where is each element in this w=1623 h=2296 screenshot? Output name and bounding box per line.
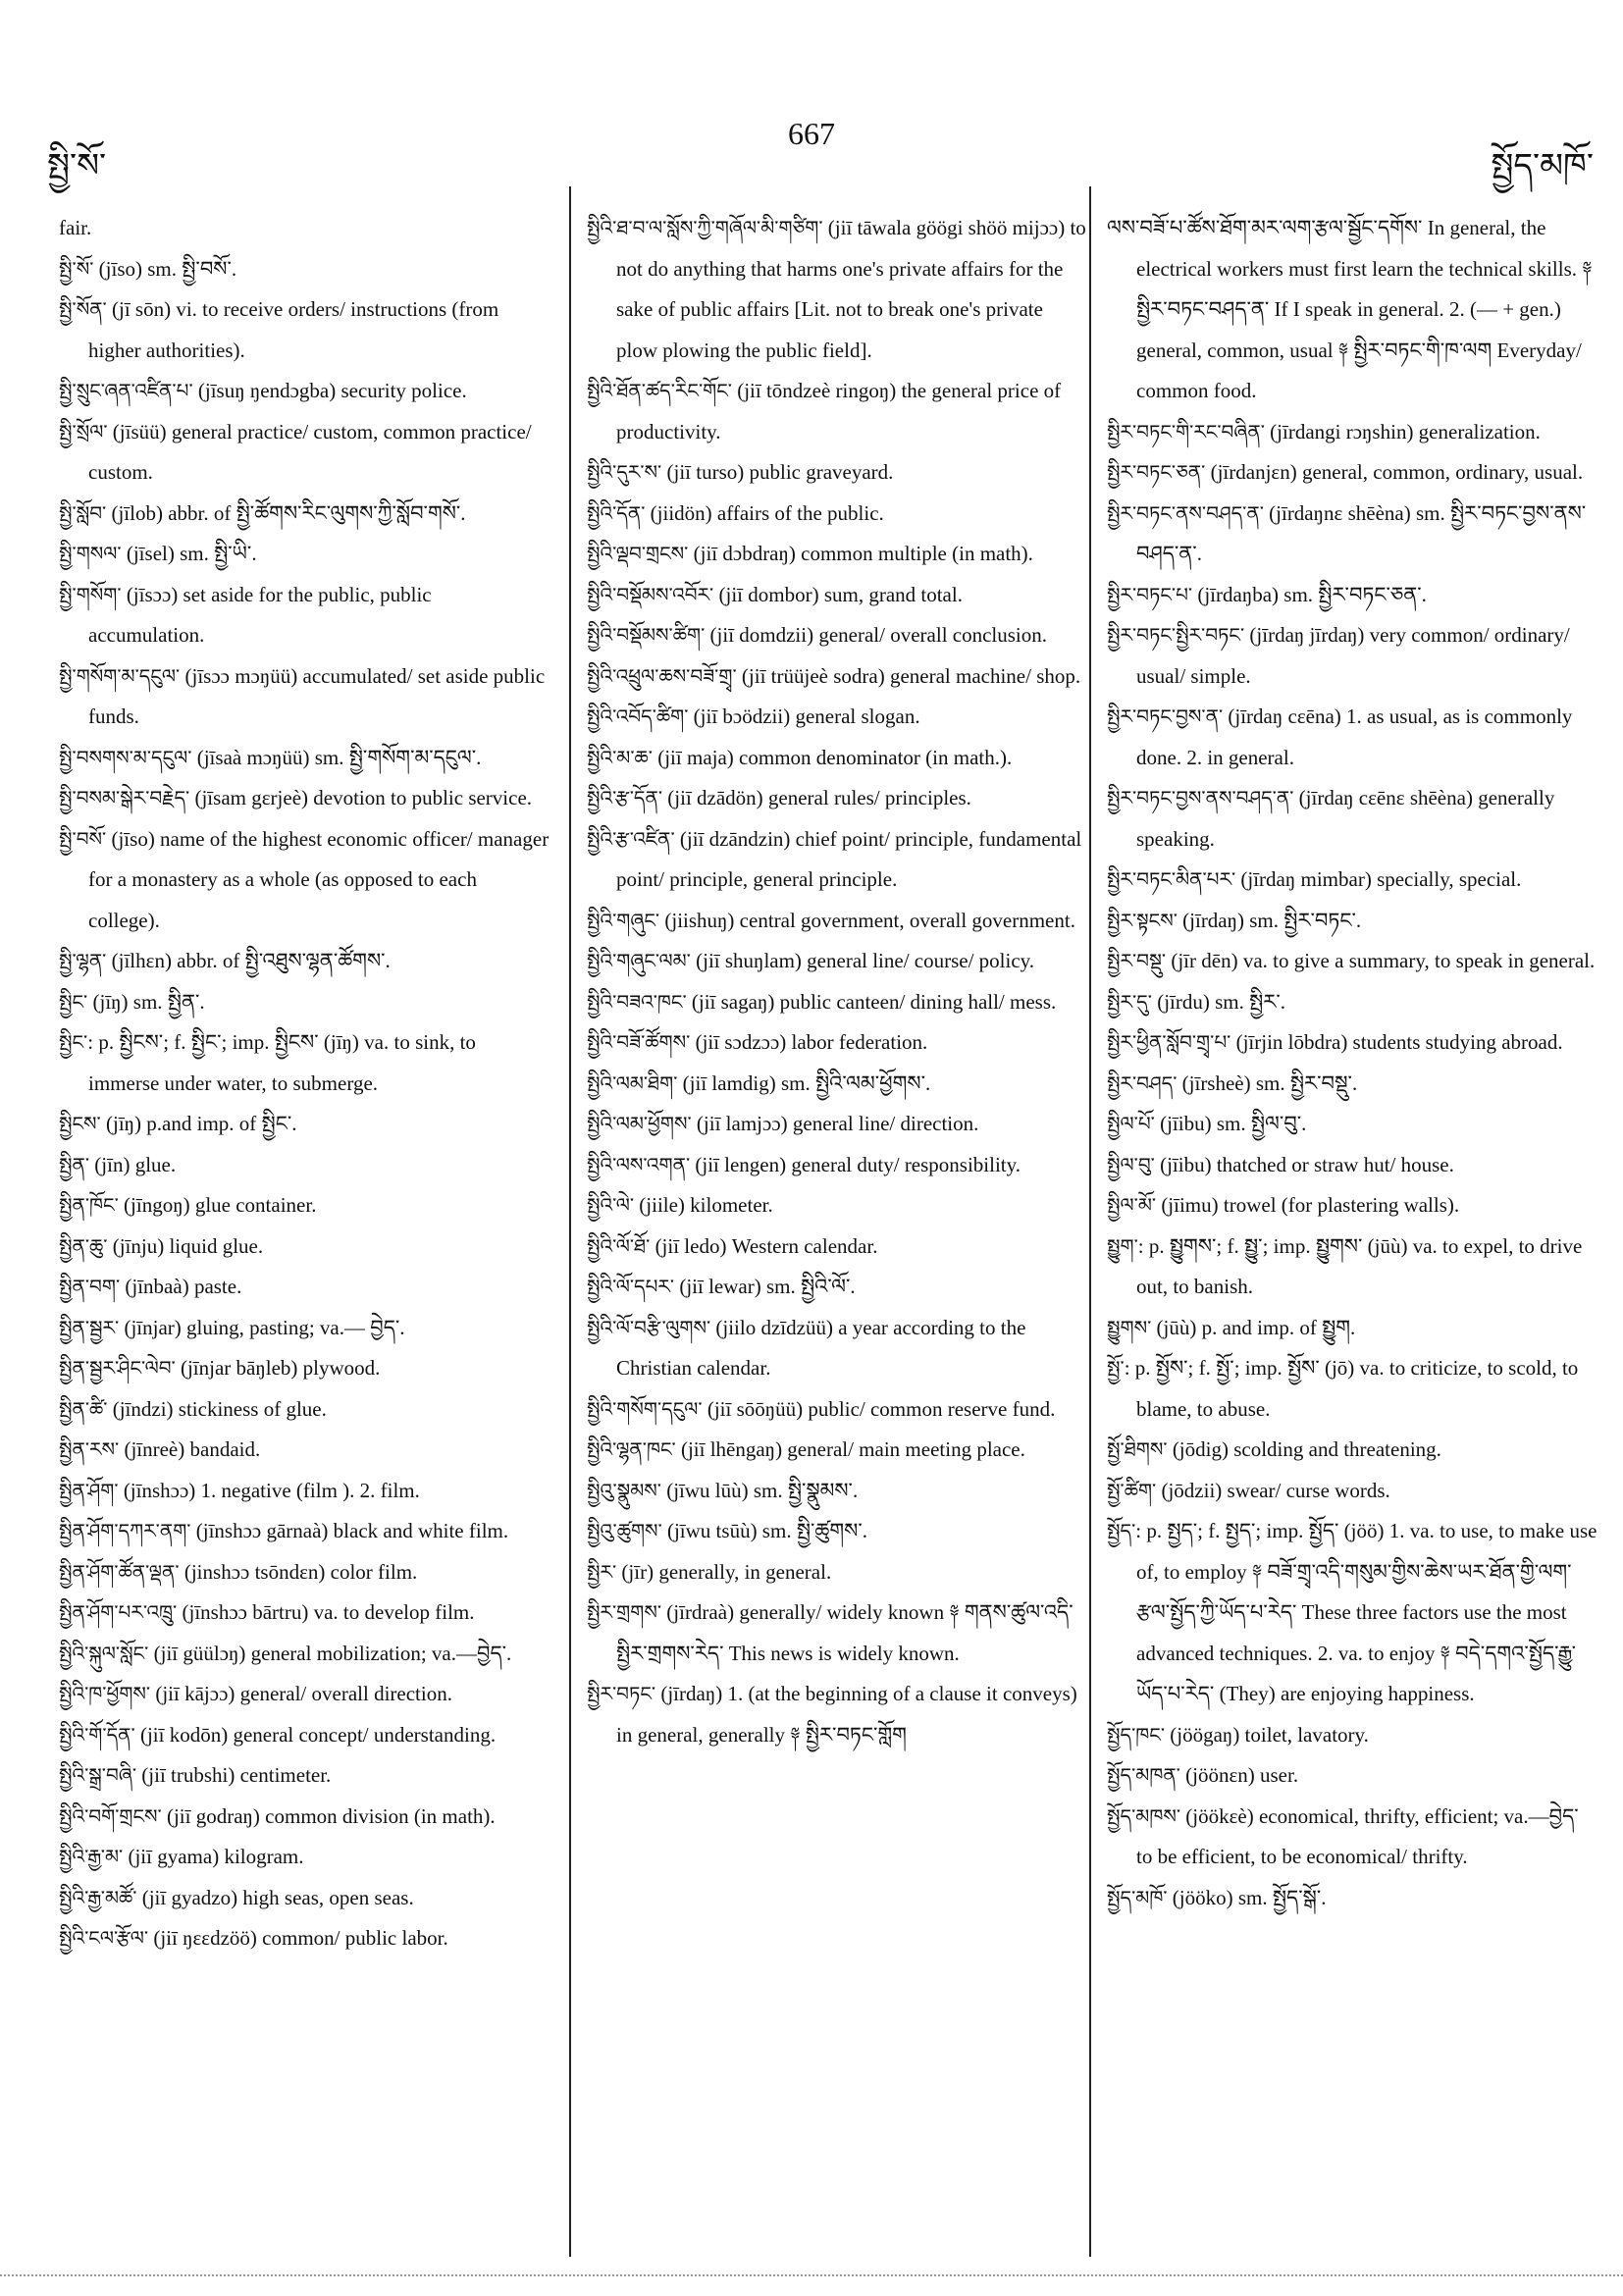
dictionary-entry: [1107, 1185, 1597, 1226]
dictionary-entry: [1107, 1471, 1597, 1512]
dictionary-entry: [1107, 1715, 1597, 1756]
entry-definition: (jiī güülɔŋ) general mobilization; va.—བྱེད་.: [148, 1641, 512, 1665]
entry-headword: སྤྱོ་: [1107, 1356, 1125, 1380]
column-divider: [569, 186, 571, 2257]
entry-headword: སྤྱིན་སྦྱར་ཤིང་ལེབ་: [59, 1356, 176, 1380]
dictionary-entry: [587, 697, 1087, 738]
entry-headword: སྤྱིར་བཏང་མིན་པར་: [1107, 867, 1236, 891]
dictionary-entry: [1107, 778, 1597, 860]
entry-headword: སྤྱིའི་ཁ་ཕྱོགས་: [59, 1682, 151, 1705]
entry-headword: སྤྱིན་ཆུ་: [59, 1233, 108, 1258]
dictionary-entry: [59, 982, 550, 1023]
dictionary-entry: [587, 452, 1087, 494]
dictionary-column-2: [587, 208, 1087, 1755]
entry-definition: (jiī sɔdzɔɔ) labor federation.: [690, 1030, 928, 1054]
entry-headword: སྤྱིའི་གཞུང་ལམ་: [587, 949, 691, 972]
entry-definition: (jīwu lūù) sm. སྤྱི་སྣུམས་.: [660, 1478, 859, 1502]
entry-definition: (jīlob) abbr. of སྤྱི་ཚོགས་རིང་ལུགས་ཀྱི་སློབ་གསོ་.: [106, 500, 466, 525]
entry-definition: (jīŋ) p.and imp. of སྤྱིང་.: [100, 1112, 297, 1135]
dictionary-entry: [59, 1185, 550, 1226]
entry-headword: སྤྱུགས་: [1107, 1315, 1152, 1339]
dictionary-entry: [59, 1267, 550, 1308]
dictionary-entry: [587, 1308, 1087, 1389]
entry-definition: (jiī sōōŋüü) public/ common reserve fund.: [702, 1396, 1056, 1421]
dictionary-entry: [1107, 697, 1597, 778]
entry-definition: (jīsaà mɔŋüü) sm. སྤྱི་གསོག་མ་དངུལ་.: [191, 745, 482, 769]
entry-definition: (jīnbaà) paste.: [120, 1275, 242, 1298]
entry-definition: (jīrdaŋ cɛēna) 1. as usual, as is commonly done. 2. in general.: [1136, 704, 1573, 769]
dictionary-entry: [1107, 1430, 1597, 1471]
entry-definition: (jīnju) liquid glue.: [107, 1233, 264, 1258]
entry-headword: སྤྱིར་བཏང་སྤྱིར་བཏང་: [1107, 623, 1245, 647]
entry-definition: (jīr dēn) va. to give a summary, to speak in general.: [1166, 949, 1596, 972]
entry-definition: (jīibu) sm. སྤྱིལ་བུ་.: [1154, 1112, 1307, 1135]
entry-definition: (jiī lamjɔɔ) general line/ direction.: [691, 1112, 979, 1135]
dictionary-entry: [59, 208, 550, 249]
dictionary-entry: [587, 1511, 1087, 1552]
dictionary-entry: [59, 534, 550, 575]
entry-headword: སྤྱིའི་ཐ་བ་ལ་སློས་ཀྱི་གཞོལ་མི་གཙིག་: [587, 216, 823, 239]
dictionary-entry: [1107, 1878, 1597, 1919]
dictionary-entry: [1107, 1064, 1597, 1105]
entry-headword: སྤྱིའི་ལས་འགན་: [587, 1152, 691, 1176]
entry-definition: (jiī lewar) sm. སྤྱིའི་ལོ་.: [674, 1275, 856, 1298]
entry-headword: སྤྱིར་བཏང་བྱས་ན་: [1107, 704, 1224, 728]
entry-definition: (jiī trüüjeè sodra) general machine/ shop.: [736, 663, 1081, 688]
dictionary-column-3: [1107, 208, 1597, 1918]
dictionary-entry: [1107, 575, 1597, 616]
page-bottom-edge: [0, 2274, 1623, 2277]
entry-definition: (jīrdaŋnɛ shēèna) sm. སྤྱིར་བཏང་བྱས་ནས་བཤད་ན་.: [1136, 500, 1587, 565]
entry-headword: སྤྱིའི་བཟོ་ཚོགས་: [587, 1030, 691, 1054]
entry-headword: སྤྱོད་: [1107, 1519, 1136, 1542]
entry-headword: སྤྱིའི་ལྡབ་གྲངས་: [587, 542, 689, 565]
entry-headword: སྤྱིའི་རྒྱ་མཚོ་: [59, 1885, 137, 1909]
dictionary-entry: [59, 1592, 550, 1634]
entry-headword: སྤྱིའུ་ཚུགས་: [587, 1519, 662, 1542]
entry-headword: སྤྱིན་ཤོག་དཀར་ནག་: [59, 1519, 191, 1542]
entry-definition: (jīrdaŋ mimbar) specially, special.: [1235, 867, 1522, 891]
entry-definition: (jīrdaŋ cɛēnɛ shēèna) generally speaking.: [1136, 786, 1555, 851]
dictionary-entry: [587, 1022, 1087, 1064]
entry-definition: fair.: [59, 216, 92, 239]
entry-headword: སྤྱིལ་བུ་: [1107, 1152, 1155, 1176]
entry-definition: (jīrdaŋba) sm. སྤྱིར་བཏང་ཅན་.: [1192, 582, 1427, 606]
entry-definition: : p. སྤྱོས་; f. སྤྱོ་; imp. སྤྱོས་ (jō) va. to criticize, to scold, to blame, to abuse.: [1124, 1356, 1579, 1421]
left-guide-word: སྤྱི་སོ་: [47, 148, 107, 184]
entry-headword: སྤྱོད་མཁས་: [1107, 1803, 1181, 1828]
dictionary-entry: [59, 656, 550, 738]
entry-headword: སྤྱིར་གྲགས་: [587, 1600, 662, 1624]
entry-definition: (jīwu tsūù) sm. སྤྱི་ཚུགས་.: [661, 1519, 867, 1542]
entry-definition: (jīsɔɔ mɔŋüü) accumulated/ set aside public funds.: [88, 663, 546, 728]
entry-headword: སྤྱིན་བག་: [59, 1275, 121, 1298]
entry-headword: སྤྱི་གསལ་: [59, 542, 122, 565]
entry-headword: སྤྱོད་མཁོ་: [1107, 1885, 1168, 1909]
dictionary-entry: [1107, 1145, 1597, 1186]
dictionary-entry: [587, 534, 1087, 575]
entry-headword: སྤྱིའི་སྐུལ་སློང་: [59, 1641, 149, 1665]
entry-definition: (jiī dombor) sum, grand total.: [713, 582, 963, 606]
entry-headword: སྤྱིའི་ལོ་བརྩི་ལུགས་: [587, 1315, 711, 1339]
entry-definition: (jīŋ) sm. སྤྱིན་.: [87, 989, 205, 1014]
entry-headword: སྤྱིའི་ལམ་ཕྱོགས་: [587, 1112, 692, 1135]
entry-definition: (jöönɛn) user.: [1179, 1763, 1299, 1787]
dictionary-entry: [1107, 1022, 1597, 1064]
entry-headword: སྤྱིའི་ལོ་ཐོ་: [587, 1233, 651, 1258]
entry-headword: སྤྱིའི་བཟའ་ཁང་: [587, 989, 687, 1014]
entry-headword: སྤྱིའི་ཐོན་ཚད་རིང་གོང་: [587, 379, 732, 402]
dictionary-entry: [59, 1715, 550, 1756]
dictionary-entry: [587, 1104, 1087, 1145]
entry-headword: སྤྱིའི་ལེ་: [587, 1193, 635, 1217]
dictionary-entry: [587, 778, 1087, 819]
dictionary-entry: [59, 1348, 550, 1389]
entry-headword: སྤྱིར་སྟངས་: [1107, 908, 1178, 932]
entry-headword: སྤྱི་གསོག་: [59, 582, 122, 606]
dictionary-entry: [587, 1552, 1087, 1593]
entry-headword: སྤྱིའི་བསྡོམས་འབོར་: [587, 582, 714, 606]
entry-definition: (jīrjin lōbdra) students studying abroad.: [1230, 1030, 1563, 1054]
dictionary-entry: [587, 1430, 1087, 1471]
entry-definition: (jiī turso) public graveyard.: [661, 460, 894, 484]
dictionary-entry: [1107, 1511, 1597, 1715]
entry-headword: སྤྱིའི་རྒྱ་མ་: [59, 1845, 124, 1868]
entry-headword: སྤྱིའི་དོན་: [587, 500, 646, 525]
entry-definition: (jiī lamdig) sm. སྤྱིའི་ལམ་ཕྱོགས་.: [677, 1070, 931, 1095]
entry-headword: སྤྱིན་ཚི་: [59, 1396, 108, 1421]
dictionary-entry: [59, 1145, 550, 1186]
dictionary-entry: [1107, 452, 1597, 494]
dictionary-entry: [59, 575, 550, 656]
right-guide-word: སྤྱོད་མཁོ་: [1491, 148, 1594, 184]
entry-definition: (jīnshɔɔ bārtru) va. to develop film.: [177, 1600, 475, 1624]
entry-headword: སྤྱིན་ཤོག་: [59, 1478, 119, 1502]
entry-headword: སྤྱིན་: [59, 1152, 90, 1176]
dictionary-column-1: [59, 208, 550, 1959]
page-number: 667: [788, 116, 835, 151]
entry-headword: སྤྱིའི་རྩ་དོན་: [587, 786, 663, 809]
entry-definition: (jīnjar) gluing, pasting; va.— བྱེད་.: [119, 1315, 405, 1339]
entry-headword: སྤྱིན་ཤོག་པར་འཁྲུ་: [59, 1600, 178, 1624]
entry-definition: (jiī trubshi) centimeter.: [136, 1763, 332, 1787]
entry-definition: (jīsüü) general practice/ custom, common practice/ custom.: [88, 419, 532, 484]
entry-headword: སྤྱིའི་ངལ་རྩོལ་: [59, 1926, 149, 1950]
dictionary-entry: [1107, 982, 1597, 1023]
entry-definition: (jīrdangi rɔŋshin) generalization.: [1264, 419, 1541, 444]
dictionary-entry: [59, 1308, 550, 1349]
entry-definition: (jiī dzāndzin) chief point/ principle, fundamental point/ principle, general principle.: [616, 826, 1082, 891]
entry-definition: (jīrdraà) generally/ widely known ༈ གནས་ཚུལ་འདི་སྤྱིར་གྲགས་རེད་ This news is widely known.: [616, 1600, 1073, 1665]
entry-definition: (jiī sagaŋ) public canteen/ dining hall/ mess.: [686, 989, 1057, 1014]
entry-headword: སྤྱི་ལྷན་: [59, 949, 107, 972]
entry-definition: (jiī tāwala göögi shöö mijɔɔ) to not do anything that harms one's private affairs for the sake of public affairs [Lit. not to break one's private plow plowing the public field].: [616, 216, 1086, 362]
dictionary-entry: [1107, 1755, 1597, 1797]
dictionary-entry: [587, 656, 1087, 698]
dictionary-entry: [587, 1389, 1087, 1431]
dictionary-entry: [587, 575, 1087, 616]
dictionary-entry: [587, 1471, 1087, 1512]
dictionary-entry: [587, 494, 1087, 535]
dictionary-entry: [1107, 1348, 1597, 1430]
entry-headword: སྤྱིའི་དུར་ས་: [587, 460, 662, 484]
entry-definition: (jiī ledo) Western calendar.: [650, 1233, 878, 1258]
dictionary-entry: [1107, 1104, 1597, 1145]
entry-definition: (jī sōn) vi. to receive orders/ instructions (from higher authorities).: [88, 297, 499, 362]
entry-headword: སྤྱིན་ཁོང་: [59, 1193, 119, 1217]
dictionary-entry: [59, 1797, 550, 1838]
entry-headword: སྤྱི་སོན་: [59, 297, 107, 321]
dictionary-entry: [1107, 208, 1597, 412]
entry-definition: (jōdig) scolding and threatening.: [1167, 1437, 1441, 1461]
dictionary-entry: [59, 1226, 550, 1268]
entry-headword: སྤྱིལ་པོ་: [1107, 1112, 1155, 1135]
dictionary-entry: [59, 1552, 550, 1593]
entry-headword: སྤྱིང་: [59, 989, 88, 1014]
entry-headword: སྤྱིའི་ལམ་ཐིག་: [587, 1070, 678, 1095]
entry-headword: སྤྱིའི་འཕྲུལ་ཆས་བཟོ་གྲྭ་: [587, 663, 737, 688]
entry-definition: (jīibu) thatched or straw hut/ house.: [1154, 1152, 1454, 1176]
dictionary-entry: [1107, 860, 1597, 901]
dictionary-entry: [587, 1674, 1087, 1755]
entry-definition: (jiī kodōn) general concept/ understanding.: [134, 1722, 497, 1747]
entry-headword: སྤྱིར་བཏང་གི་རང་བཞིན་: [1107, 419, 1265, 444]
entry-definition: (jiī tōndzeè ringoŋ) the general price of productivity.: [616, 379, 1062, 444]
entry-headword: སྤྱི་གསོག་མ་དངུལ་: [59, 663, 181, 688]
entry-definition: (jīsɔɔ) set aside for the public, public accumulation.: [88, 582, 432, 647]
entry-headword: སྤྱིའི་ལྷན་ཁང་: [587, 1437, 676, 1461]
entry-definition: (jīso) sm. སྤྱི་བསོ་.: [93, 256, 237, 281]
entry-definition: (jiī godraŋ) common division (in math).: [161, 1803, 496, 1828]
dictionary-entry: [587, 1226, 1087, 1268]
entry-definition: : p. སྤྱུགས་; f. སྤྱུ་; imp. སྤྱུགས་ (jūù) va. to expel, to drive out, to banish.: [1136, 1233, 1583, 1298]
dictionary-entry: [587, 1185, 1087, 1226]
dictionary-entry: [59, 1389, 550, 1431]
entry-definition: (jūù) p. and imp. of སྤྱུག.: [1151, 1315, 1356, 1339]
dictionary-entry: [59, 1471, 550, 1512]
dictionary-entry: [59, 738, 550, 779]
entry-headword: སྤྱོད་མཁན་: [1107, 1763, 1180, 1787]
entry-headword: སྤྱིའི་གཞུང་: [587, 908, 660, 932]
dictionary-entry: [587, 1267, 1087, 1308]
entry-definition: (jīimu) trowel (for plastering walls).: [1156, 1193, 1460, 1217]
entry-definition: (jiī dɔbdraŋ) common multiple (in math).: [688, 542, 1033, 565]
entry-headword: སྤྱི་བསམ་སྒེར་བརྗེད་: [59, 786, 190, 809]
entry-headword: སྤྱིའི་བསྡོམས་ཚིག་: [587, 623, 706, 647]
entry-definition: ལས་བཟོ་པ་ཚོས་ཐོག་མར་ལག་རྩལ་སྦྱོང་དགོས་ In general, the electrical workers must first learn the technical skills. ༈ སྤྱིར་བཏང་བཤད་ན་ If I speak in general. 2. (— + gen.) general, common, usual ༈ སྤྱིར་བཏང་གི་ཁ་ལག Everyday/ common food.: [1107, 216, 1593, 402]
dictionary-entry: [1107, 1308, 1597, 1349]
dictionary-entry: [587, 901, 1087, 942]
dictionary-entry: [59, 1022, 550, 1104]
dictionary-entry: [587, 1592, 1087, 1674]
dictionary-entry: [59, 819, 550, 942]
dictionary-entry: [59, 1755, 550, 1797]
entry-definition: (jiilo dzīdzüü) a year according to the Christian calendar.: [616, 1315, 1026, 1380]
entry-headword: སྤྱིར་བཤད་: [1107, 1070, 1178, 1095]
entry-definition: (jīso) name of the highest economic officer/ manager for a monastery as a whole (as opposed to each college).: [88, 826, 550, 932]
entry-definition: (jiidön) affairs of the public.: [645, 500, 884, 525]
dictionary-entry: [1107, 901, 1597, 942]
entry-headword: སྤྱིངས་: [59, 1112, 101, 1135]
entry-definition: (jiī lhēngaŋ) general/ main meeting place.: [675, 1437, 1025, 1461]
dictionary-entry: [587, 615, 1087, 656]
entry-headword: སྤྱིའི་འབོད་ཚིག་: [587, 704, 689, 728]
entry-headword: སྤྱིའི་མ་ཆ་: [587, 745, 653, 769]
entry-definition: (jiī dzādön) general rules/ principles.: [662, 786, 971, 809]
page-header: [0, 0, 1623, 186]
entry-definition: (jiī domdzii) general/ overall conclusion.: [705, 623, 1048, 647]
entry-headword: སྤྱིན་ཤོག་ཚོན་ལྡན་: [59, 1559, 180, 1584]
entry-definition: (jōdzii) swear/ curse words.: [1156, 1478, 1390, 1502]
entry-headword: སྤྱིའི་གསོག་དངུལ་: [587, 1396, 703, 1421]
entry-definition: (jīlhɛn) abbr. of སྤྱི་འཐུས་ལྷན་ཚོགས་.: [106, 949, 391, 972]
entry-definition: (jīsam gɛrjeè) devotion to public service.: [189, 786, 533, 809]
entry-definition: (jiishuŋ) central government, overall government.: [659, 908, 1075, 932]
entry-definition: (jöögaŋ) toilet, lavatory.: [1165, 1722, 1369, 1747]
entry-definition: (jīnjar bāŋleb) plywood.: [175, 1356, 381, 1380]
entry-definition: (jīsuŋ ŋendɔgba) security police.: [192, 379, 467, 402]
entry-headword: སྤྱིན་རས་: [59, 1437, 120, 1461]
entry-definition: (jiī lengen) general duty/ responsibility.: [690, 1152, 1021, 1176]
dictionary-entry: [587, 371, 1087, 452]
dictionary-entry: [587, 819, 1087, 901]
dictionary-entry: [1107, 494, 1597, 575]
entry-definition: (jīrsheè) sm. སྤྱིར་བསྡུ་.: [1177, 1070, 1358, 1095]
entry-headword: སྤྱིའི་སྒྲ་བཞི་: [59, 1763, 137, 1787]
entry-headword: སྤྱིང་: [59, 1030, 88, 1054]
entry-headword: སྤྱིན་སྦྱར་: [59, 1315, 120, 1339]
entry-definition: (jīr) generally, in general.: [616, 1559, 832, 1584]
entry-definition: (jiī maja) common denominator (in math.).: [652, 745, 1013, 769]
dictionary-entry: [59, 371, 550, 412]
entry-definition: (jiile) kilometer.: [634, 1193, 773, 1217]
entry-definition: (jīrdu) sm. སྤྱིར་.: [1151, 989, 1286, 1014]
entry-headword: སྤྱི་སྲོལ་: [59, 419, 108, 444]
dictionary-entry: [59, 249, 550, 290]
entry-headword: སྤྱིར་དུ་: [1107, 989, 1152, 1014]
entry-headword: སྤྱི་བསགས་མ་དངུལ་: [59, 745, 192, 769]
dictionary-entry: [587, 941, 1087, 982]
entry-definition: (jiī shuŋlam) general line/ course/ policy.: [690, 949, 1035, 972]
entry-headword: སྤྱིར་བཏང་: [587, 1682, 656, 1705]
entry-definition: : p. སྤྱད་; f. སྤྱད་; imp. སྤྱོད་ (jöö) 1. va. to use, to make use of, to employ ༈ བཟོ་གྲྭ་འདི་གསུམ་གྱིས་ཆེས་ཡར་ཐོན་གྱི་ལག་རྩལ་སྤྱོད་ཀྱི་ཡོད་པ་རེད་ These three factors use the most advanced techniques. 2. va. to enjoy ༈ བདེ་དགའ་སྤྱོད་རྒྱུ་ཡོད་པ་རེད་ (They) are enjoying happiness.: [1135, 1519, 1597, 1705]
entry-headword: སྤྱུག་: [1107, 1233, 1138, 1258]
entry-headword: སྤྱི་སོ་: [59, 256, 94, 281]
dictionary-entry: [59, 1674, 550, 1715]
entry-definition: (jinshɔɔ tsōndɛn) color film.: [179, 1559, 418, 1584]
dictionary-entry: [1107, 941, 1597, 982]
entry-definition: (jöökɛè) economical, thrifty, efficient; va.—བྱེད་ to be efficient, to be economical/ thrifty.: [1136, 1803, 1579, 1868]
entry-definition: (jīndzi) stickiness of glue.: [107, 1396, 327, 1421]
entry-definition: (jīngoŋ) glue container.: [118, 1193, 317, 1217]
entry-headword: སྤྱིར་བཏང་པ་: [1107, 582, 1193, 606]
dictionary-entry: [587, 208, 1087, 371]
entry-definition: (jööko) sm. སྤྱོད་སྒོ་.: [1167, 1885, 1327, 1909]
entry-headword: སྤྱིར་བཏང་ནས་བཤད་ན་: [1107, 500, 1264, 525]
entry-headword: སྤྱིར་བསྡུ་: [1107, 949, 1167, 972]
dictionary-entry: [59, 1878, 550, 1919]
entry-headword: སྤྱིར་བཏང་ཅན་: [1107, 460, 1206, 484]
entry-headword: སྤྱོ་ཐིགས་: [1107, 1437, 1168, 1461]
dictionary-entry: [59, 778, 550, 819]
entry-definition: (jīrdaŋ) sm. སྤྱིར་བཏང་.: [1177, 908, 1362, 932]
entry-headword: སྤྱིར་བཏང་བྱས་ནས་བཤད་ན་: [1107, 786, 1294, 809]
entry-headword: སྤྱི་སྲུང་ཞན་འཛིན་པ་: [59, 379, 193, 402]
entry-headword: སྤྱིའི་ལོ་དཔར་: [587, 1275, 675, 1298]
dictionary-entry: [59, 289, 550, 371]
dictionary-entry: [587, 982, 1087, 1023]
entry-definition: (jīrdaŋ jīrdaŋ) very common/ ordinary/ usual/ simple.: [1136, 623, 1570, 688]
entry-headword: སྤྱིའི་བགོ་གྲངས་: [59, 1803, 162, 1828]
dictionary-entry: [59, 1837, 550, 1878]
entry-headword: སྤྱིལ་མོ་: [1107, 1193, 1157, 1217]
entry-definition: (jīnshɔɔ) 1. negative (film ). 2. film.: [118, 1478, 420, 1502]
entry-definition: (jiī gyadzo) high seas, open seas.: [136, 1885, 414, 1909]
dictionary-entry: [59, 1511, 550, 1552]
dictionary-entry: [587, 1064, 1087, 1105]
entry-headword: སྤྱོད་ཁང་: [1107, 1722, 1166, 1747]
entry-definition: (jiī gyama) kilogram.: [123, 1845, 304, 1868]
entry-definition: (jīsel) sm. སྤྱི་ཡི་.: [121, 542, 257, 565]
dictionary-entry: [59, 1430, 550, 1471]
dictionary-entry: [1107, 1226, 1597, 1308]
dictionary-entry: [59, 1918, 550, 1959]
entry-headword: སྤྱིར་: [587, 1559, 617, 1584]
entry-headword: སྤྱིའུ་སྣུམས་: [587, 1478, 661, 1502]
entry-headword: སྤྱི་བསོ་: [59, 826, 107, 851]
dictionary-entry: [587, 1145, 1087, 1186]
entry-headword: སྤྱིའི་གོ་དོན་: [59, 1722, 135, 1747]
entry-headword: སྤྱི་སློབ་: [59, 500, 107, 525]
dictionary-entry: [1107, 1797, 1597, 1878]
entry-definition: (jīrdaŋ) 1. (at the beginning of a clause it conveys) in general, generally ༈ སྤྱིར་བཏང་གློག: [616, 1682, 1077, 1747]
entry-definition: (jīrdanjɛn) general, common, ordinary, usual.: [1205, 460, 1584, 484]
dictionary-entry: [1107, 412, 1597, 453]
entry-definition: (jiī ŋɛɛdzöö) common/ public labor.: [148, 1926, 448, 1950]
entry-definition: (jiī kājɔɔ) general/ overall direction.: [150, 1682, 452, 1705]
entry-definition: : p. སྤྱིངས་; f. སྤྱིང་; imp. སྤྱིངས་ (jīŋ) va. to sink, to immerse under water, to submerge.: [87, 1030, 476, 1095]
column-divider: [1089, 186, 1091, 2257]
entry-headword: སྤྱིར་ཕྱིན་སློབ་གྲྭ་པ་: [1107, 1030, 1231, 1054]
entry-headword: སྤྱོ་ཚིག་: [1107, 1478, 1157, 1502]
dictionary-entry: [59, 1634, 550, 1675]
dictionary-entry: [59, 941, 550, 982]
entry-headword: སྤྱིའི་རྩ་འཛིན་: [587, 826, 675, 851]
dictionary-entry: [59, 494, 550, 535]
entry-definition: (jīnreè) bandaid.: [119, 1437, 261, 1461]
dictionary-entry: [587, 738, 1087, 779]
dictionary-entry: [59, 1104, 550, 1145]
entry-definition: (jiī bɔödzii) general slogan.: [688, 704, 920, 728]
entry-definition: (jīnshɔɔ gārnaà) black and white film.: [190, 1519, 509, 1542]
dictionary-entry: [1107, 615, 1597, 697]
entry-definition: (jīn) glue.: [89, 1152, 177, 1176]
dictionary-entry: [59, 412, 550, 494]
